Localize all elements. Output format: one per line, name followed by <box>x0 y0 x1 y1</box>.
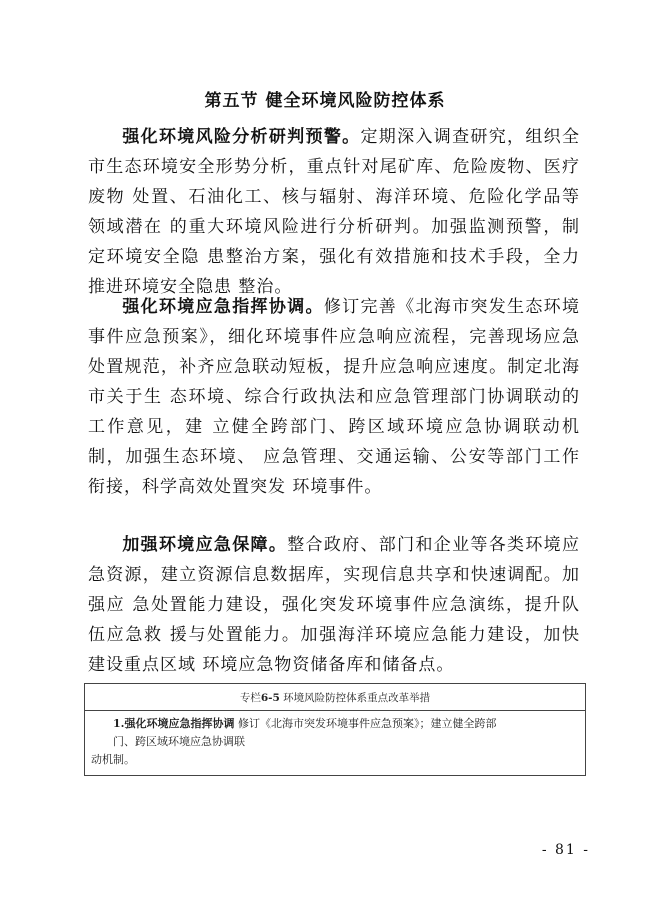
paragraph-text: 定期深入调查研究，组织全市生态环境安全形势分析，重点针对尾矿库、危险废物、医疗废物 处置、石油化工、核与辐射、海洋环境、危险化学品等领域潜在 的重大环境风险进行分析研判。加强监测预警，制定环境安全隐 患整治方案，强化有效措施和技术手段，全力推进环境安全隐患 整治。 <box>88 127 581 297</box>
paragraph-lead: 强化环境风险分析研判预警。 <box>122 127 361 147</box>
paragraph-lead: 强化环境应急指挥协调。 <box>122 297 324 317</box>
column-box-body <box>85 711 585 775</box>
paragraph-lead: 加强环境应急保障。 <box>122 535 288 555</box>
paragraph-text: 修订完善《北海市突发生态环境事件应急预案》，细化环境事件应急响应流程，完善现场应急处置规范，补齐应急联动短板，提升应急响应速度。制定北海市关于生 态环境、综合行政执法和应急管理部门协调联动的工作意见，建 立健全跨部门、跨区域环境应急协调联动机制，加强生态环境、 应急管理、交通运输、公安等部门工作衔接，科学高效处置突发 环境事件。 <box>88 297 581 497</box>
paragraph-emergency-support <box>88 530 580 680</box>
column-box-header <box>85 684 585 711</box>
section-title: 第五节 健全环境风险防控体系 <box>204 91 446 111</box>
column-box-item-lead: 1.强化环境应急指挥协调 <box>113 717 235 730</box>
column-box-prefix: 专栏 <box>239 692 261 704</box>
column-box-line: 动机制。 <box>91 753 135 766</box>
paragraph-text: 整合政府、部门和企业等各类环境应急资源，建立资源信息数据库，实现信息共享和快速调配。加强应 急处置能力建设，强化突发环境事件应急演练，提升队伍应急救 援与处置能力。加强海洋环境应急能力建设，加快建设重点区域 环境应急物资储备库和储备点。 <box>88 535 581 675</box>
column-box-line: 门、跨区域环境应急协调联 <box>113 735 245 748</box>
column-box <box>84 683 586 776</box>
column-box-title: 环境风险防控体系重点改革举措 <box>283 692 431 704</box>
column-box-item-text: 修订《北海市突发环境事件应急预案》；建立健全跨部 <box>234 717 497 730</box>
paragraph-risk-analysis <box>88 122 580 302</box>
column-box-line <box>91 715 575 733</box>
paragraph-emergency-command <box>88 292 580 502</box>
page-number: - 81 - <box>541 842 590 858</box>
column-box-number: 6-5 <box>260 692 280 704</box>
